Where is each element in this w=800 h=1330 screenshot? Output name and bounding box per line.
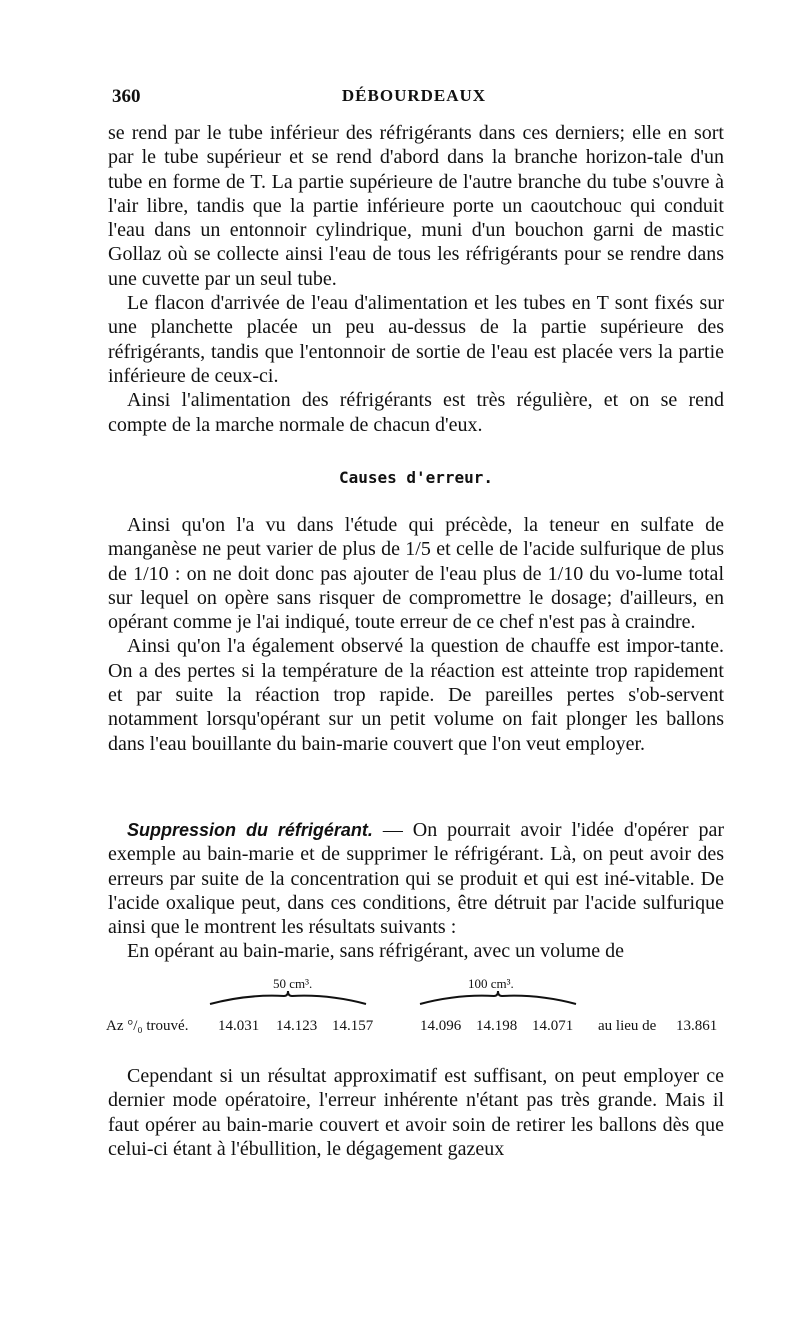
paragraph-6-text: — On pourrait avoir l'idée d'opérer par exemple au bain-marie et de supprimer le réfrigérant. Là, on peut avoir des erreurs par suite de la concentration qui se produit et qui est iné-vitable. De l'acide oxalique peut, dans ces conditions, être détruit par l'acide sulfurique ainsi que le montrent les résultats suivants :	[108, 819, 724, 939]
value-100-3: 14.071	[532, 1018, 574, 1034]
au-lieu-de-label: au lieu de	[598, 1018, 657, 1034]
results-table	[108, 976, 724, 1036]
body-block-3	[108, 818, 724, 964]
value-50-3: 14.157	[332, 1018, 374, 1034]
paragraph-2: Le flacon d'arrivée de l'eau d'alimentation et les tubes en T sont fixés sur une planchette placée un peu au-dessus de la partie supérieure des réfrigérants, tandis que l'entonnoir de sortie de l'eau est placée vers la partie inférieure de ceux-ci.	[108, 292, 724, 387]
body-block-2	[108, 513, 724, 756]
paragraph-6	[108, 818, 724, 939]
page-header	[108, 86, 720, 110]
value-50-1: 14.031	[218, 1018, 260, 1034]
volume-100-label: 100 cm³.	[468, 976, 514, 991]
section-heading: Causes d'erreur.	[338, 468, 494, 487]
value-100-2: 14.198	[476, 1018, 518, 1034]
expected-value: 13.861	[676, 1018, 718, 1034]
body-block-1	[108, 121, 724, 437]
brace-50-icon	[208, 990, 368, 1008]
paragraph-3: Ainsi l'alimentation des réfrigérants est très régulière, et on se rend compte de la marche normale de chacun d'eux.	[108, 389, 724, 436]
paragraph-7: En opérant au bain-marie, sans réfrigérant, avec un volume de	[127, 940, 625, 963]
running-title: DÉBOURDEAUX	[341, 86, 487, 105]
results-row-label: Az °/₀ trouvé.	[106, 1018, 189, 1034]
body-block-4	[108, 1064, 724, 1161]
volume-50-label: 50 cm³.	[273, 976, 313, 991]
brace-100-icon	[418, 990, 578, 1008]
value-100-1: 14.096	[420, 1018, 462, 1034]
page-number: 360	[112, 86, 141, 107]
paragraph-5: Ainsi qu'on l'a également observé la question de chauffe est impor-tante. On a des pertes si la température de la réaction est atteinte trop rapidement et par suite la réaction trop rapide. De pareilles pertes s'ob-servent notamment lorsqu'opérant sur un petit volume on fait plonger les ballons dans l'eau bouillante du bain-marie couvert que l'on veut employer.	[108, 635, 724, 755]
paragraph-8: Cependant si un résultat approximatif est suffisant, on peut employer ce dernier mode opératoire, l'erreur inhérente n'étant pas très grande. Mais il faut opérer au bain-marie couvert et avoir soin de retirer les ballons dès que celui-ci étant à l'ébullition, le dégagement gazeux	[108, 1065, 724, 1160]
paragraph-6-title: Suppression du réfrigérant.	[127, 820, 373, 840]
value-50-2: 14.123	[276, 1018, 318, 1034]
paragraph-4: Ainsi qu'on l'a vu dans l'étude qui précède, la teneur en sulfate de manganèse ne peut varier de plus de 1/5 et celle de l'acide sulfurique de plus de 1/10 : on ne doit donc pas ajouter de l'eau plus de 1/10 du vo-lume total sur lequel on opère sans risquer de compromettre le dosage; d'ailleurs, en opérant comme je l'ai indiqué, toute erreur de ce chef n'est pas à craindre.	[108, 514, 724, 634]
paragraph-1: se rend par le tube inférieur des réfrigérants dans ces derniers; elle en sort par le tube supérieur et se rend d'abord dans la branche horizon-tale d'un tube en forme de T. La partie supérieure de l'autre branche du tube s'ouvre à l'air libre, tandis que la partie inférieure porte un caoutchouc qui conduit l'eau dans un entonnoir cylindrique, muni d'un bouchon garni de mastic Gollaz où se collecte ainsi l'eau de tous les réfrigérants pour se rendre dans une cuvette par un seul tube.	[108, 122, 724, 290]
